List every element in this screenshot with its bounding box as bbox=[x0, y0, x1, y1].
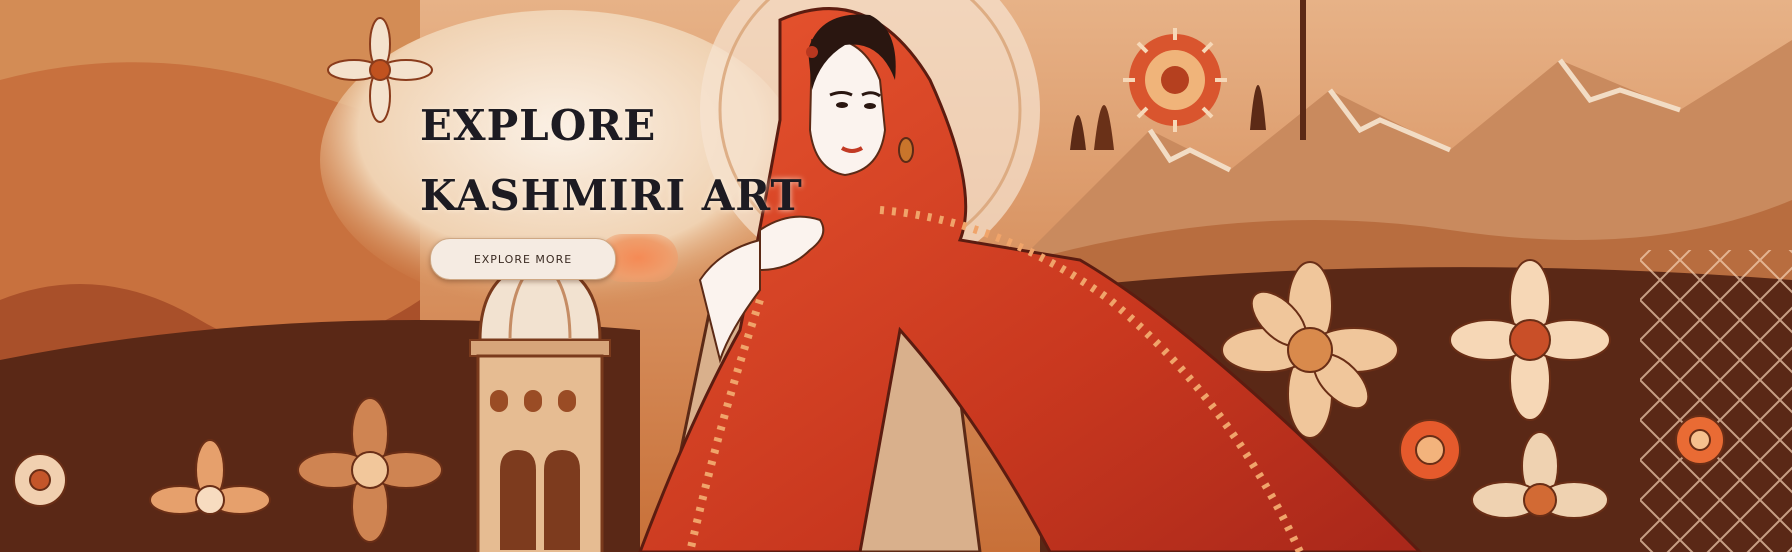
headline bbox=[420, 100, 803, 226]
headline-line-explore: EXPLORE bbox=[420, 101, 657, 150]
headline-line-kashmiri-art: KASHMIRI ART bbox=[420, 171, 803, 220]
explore-more-button[interactable]: EXPLORE MORE bbox=[430, 238, 616, 280]
sun-mandala-icon bbox=[1123, 28, 1227, 132]
